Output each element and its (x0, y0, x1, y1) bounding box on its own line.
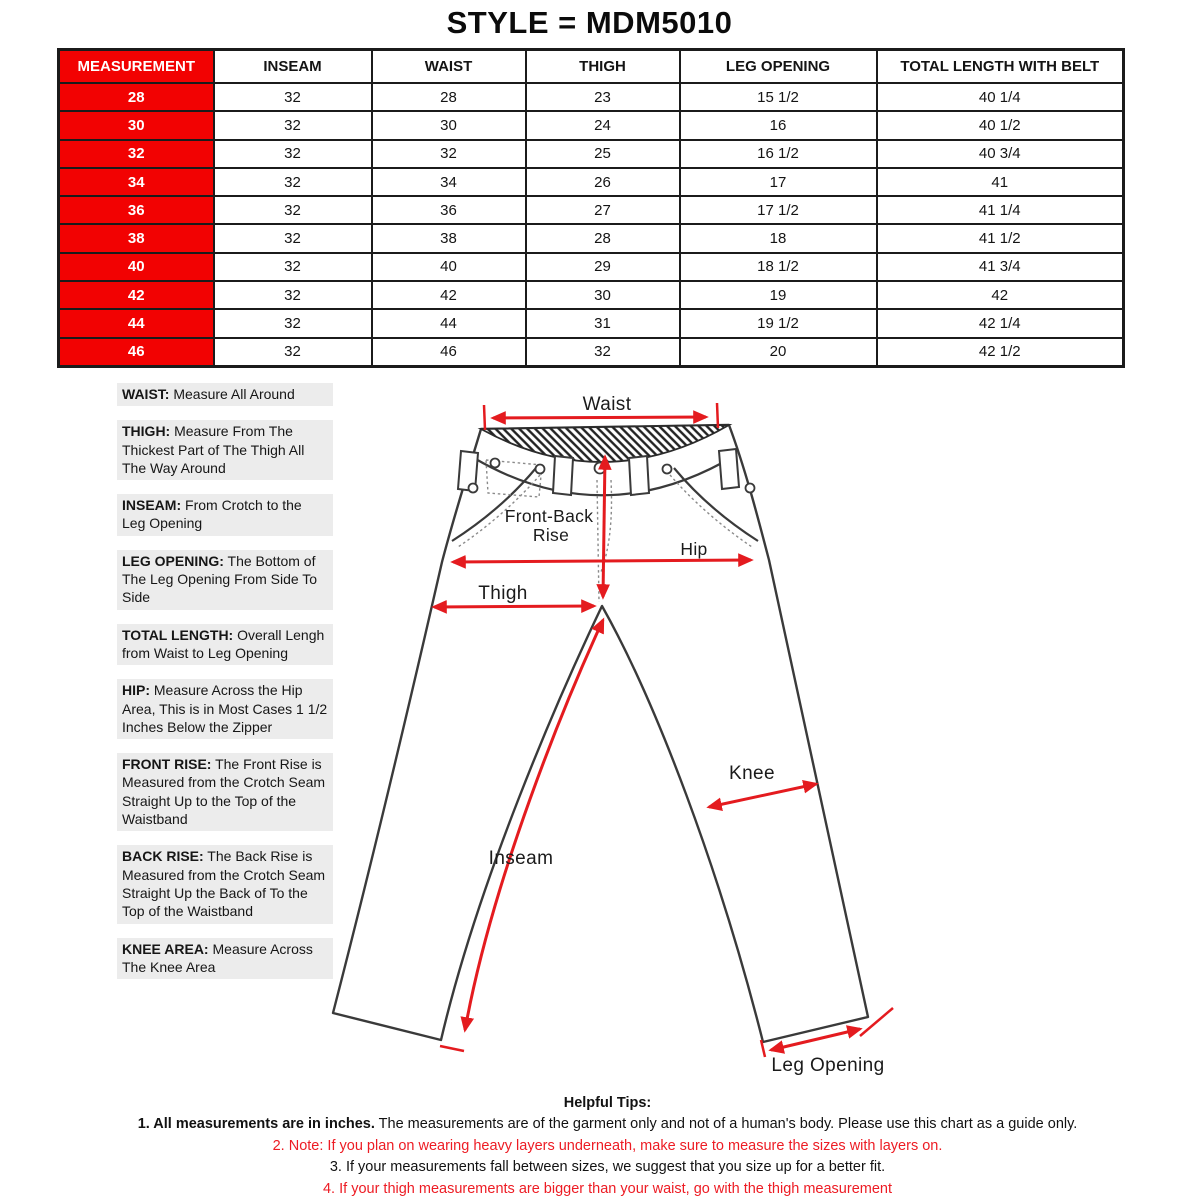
column-header: THIGH (526, 50, 680, 84)
measurement-cell: 41 (877, 168, 1124, 196)
measurement-cell: 32 (214, 111, 372, 139)
definition-block: KNEE AREA: Measure Across The Knee Area (117, 938, 333, 980)
inseam-label: Inseam (488, 848, 554, 869)
size-value-cell: 46 (59, 338, 214, 367)
definition-term: LEG OPENING: (122, 552, 224, 569)
column-header: INSEAM (214, 50, 372, 84)
measurement-cell: 26 (526, 168, 680, 196)
measurement-cell: 17 1/2 (680, 196, 877, 224)
size-value-cell: 40 (59, 253, 214, 281)
belt-loop (629, 456, 649, 495)
definition-block: FRONT RISE: The Front Rise is Measured from the Crotch Seam Straight Up to the Top of the Waistband (117, 753, 333, 831)
table-row (59, 168, 1124, 196)
measurement-cell: 25 (526, 140, 680, 168)
hip-arrow (453, 560, 751, 562)
measurement-cell: 32 (214, 224, 372, 252)
size-value-cell: 38 (59, 224, 214, 252)
size-value-cell: 36 (59, 196, 214, 224)
measurement-cell: 32 (214, 253, 372, 281)
definition-term: INSEAM: (122, 497, 182, 514)
measurement-cell: 32 (526, 338, 680, 367)
measurement-cell: 17 (680, 168, 877, 196)
definition-term: THIGH: (122, 423, 171, 440)
measurement-cell: 28 (526, 224, 680, 252)
measurement-cell: 40 (372, 253, 526, 281)
waist-arrow (493, 417, 706, 418)
size-value-cell: 42 (59, 281, 214, 309)
pants-diagram (320, 393, 910, 1088)
leg-opening-label: Leg Opening (771, 1055, 885, 1076)
column-header: TOTAL LENGTH WITH BELT (877, 50, 1124, 84)
size-value-cell: 32 (59, 140, 214, 168)
front-back-rise-arrow (603, 457, 605, 597)
measurement-cell: 32 (214, 281, 372, 309)
size-value-cell: 28 (59, 83, 214, 111)
table-row (59, 83, 1124, 111)
table-row (59, 281, 1124, 309)
thigh-arrow (434, 606, 594, 607)
measurement-cell: 32 (214, 140, 372, 168)
measurement-cell: 40 1/4 (877, 83, 1124, 111)
size-table (57, 48, 1125, 368)
measurement-cell: 18 1/2 (680, 253, 877, 281)
measurement-cell: 40 3/4 (877, 140, 1124, 168)
rivet (491, 459, 500, 468)
measurement-cell: 16 1/2 (680, 140, 877, 168)
definitions-list (117, 383, 335, 993)
thigh-label: Thigh (478, 583, 528, 604)
measurement-cell: 40 1/2 (877, 111, 1124, 139)
table-row (59, 253, 1124, 281)
belt-loop (553, 456, 573, 495)
table-row (59, 309, 1124, 337)
waist-tick-left (484, 405, 485, 430)
rivet (469, 484, 478, 493)
rivet (536, 465, 545, 474)
column-header: WAIST (372, 50, 526, 84)
front-back-rise-label-line1: Front-Back (504, 506, 594, 526)
definition-term: TOTAL LENGTH: (122, 626, 234, 643)
knee-label: Knee (729, 763, 775, 784)
waist-tick-right (717, 403, 718, 428)
tip-line: 2. Note: If you plan on wearing heavy layers underneath, make sure to measure the sizes with layers on. (272, 1137, 943, 1154)
tip-line: 1. All measurements are in inches. The measurements are of the garment only and not of a human's body. Please use this chart as a guide only. (137, 1116, 1078, 1132)
belt-loop (719, 449, 739, 489)
table-row (59, 338, 1124, 367)
measurement-cell: 30 (372, 111, 526, 139)
rivet (746, 484, 755, 493)
size-table-body (59, 83, 1124, 366)
definition-block: WAIST: Measure All Around (117, 383, 333, 406)
measurement-cell: 42 1/2 (877, 338, 1124, 367)
size-value-cell: 34 (59, 168, 214, 196)
measurement-cell: 30 (526, 281, 680, 309)
measurement-cell: 19 (680, 281, 877, 309)
table-row (59, 196, 1124, 224)
measurement-cell: 42 1/4 (877, 309, 1124, 337)
measurement-cell: 42 (372, 281, 526, 309)
measurement-cell: 32 (214, 83, 372, 111)
pants-outline (333, 425, 868, 1042)
size-table-header-row (59, 50, 1124, 84)
definition-term: FRONT RISE: (122, 756, 212, 773)
table-row (59, 140, 1124, 168)
definition-term: BACK RISE: (122, 848, 204, 865)
measurement-cell: 19 1/2 (680, 309, 877, 337)
inseam-tick (440, 1046, 464, 1051)
definition-block: BACK RISE: The Back Rise is Measured from the Crotch Seam Straight Up the Back of To the Top of the Waistband (117, 845, 333, 923)
hip-label: Hip (680, 539, 708, 559)
definition-term: HIP: (122, 682, 150, 699)
measurement-cell: 36 (372, 196, 526, 224)
measurement-cell: 41 1/2 (877, 224, 1124, 252)
measurement-cell: 34 (372, 168, 526, 196)
definition-block: INSEAM: From Crotch to the Leg Opening (117, 494, 333, 536)
tips-heading: Helpful Tips: (563, 1095, 652, 1111)
measurement-cell: 28 (372, 83, 526, 111)
helpful-tips (15, 1093, 1200, 1200)
measurement-cell: 32 (214, 196, 372, 224)
measurement-cell: 42 (877, 281, 1124, 309)
measurement-cell: 32 (214, 309, 372, 337)
measurement-cell: 20 (680, 338, 877, 367)
measurement-cell: 27 (526, 196, 680, 224)
definition-block: LEG OPENING: The Bottom of The Leg Opening From Side To Side (117, 550, 333, 610)
table-row (59, 224, 1124, 252)
measurement-cell: 38 (372, 224, 526, 252)
measurement-cell: 32 (372, 140, 526, 168)
measurement-cell: 18 (680, 224, 877, 252)
measurement-cell: 41 3/4 (877, 253, 1124, 281)
tip-line: 4. If your thigh measurements are bigger than your waist, go with the thigh measurement (322, 1180, 893, 1197)
definition-block: HIP: Measure Across the Hip Area, This is in Most Cases 1 1/2 Inches Below the Zipper (117, 679, 333, 739)
measurement-cell: 16 (680, 111, 877, 139)
measurement-cell: 44 (372, 309, 526, 337)
page-title: STYLE = MDM5010 (446, 5, 733, 40)
column-header-measurement: MEASUREMENT (59, 50, 214, 84)
table-row (59, 111, 1124, 139)
definition-block: THIGH: Measure From The Thickest Part of The Thigh All The Way Around (117, 420, 333, 480)
measurement-cell: 32 (214, 338, 372, 367)
measurement-cell: 46 (372, 338, 526, 367)
measurement-cell: 23 (526, 83, 680, 111)
measurement-cell: 29 (526, 253, 680, 281)
rivet (663, 465, 672, 474)
tip-line: 3. If your measurements fall between sizes, we suggest that you size up for a better fit. (329, 1159, 886, 1176)
measurement-cell: 41 1/4 (877, 196, 1124, 224)
measurement-cell: 24 (526, 111, 680, 139)
definition-block: TOTAL LENGTH: Overall Lengh from Waist to Leg Opening (117, 624, 333, 666)
measurement-cell: 32 (214, 168, 372, 196)
tips-list (15, 1114, 1200, 1200)
column-header: LEG OPENING (680, 50, 877, 84)
waist-label: Waist (582, 394, 632, 415)
measurement-cell: 15 1/2 (680, 83, 877, 111)
measurement-cell: 31 (526, 309, 680, 337)
size-value-cell: 44 (59, 309, 214, 337)
definition-term: WAIST: (122, 386, 170, 402)
front-back-rise-label-line2: Rise (532, 525, 570, 545)
definition-term: KNEE AREA: (122, 940, 209, 957)
size-value-cell: 30 (59, 111, 214, 139)
